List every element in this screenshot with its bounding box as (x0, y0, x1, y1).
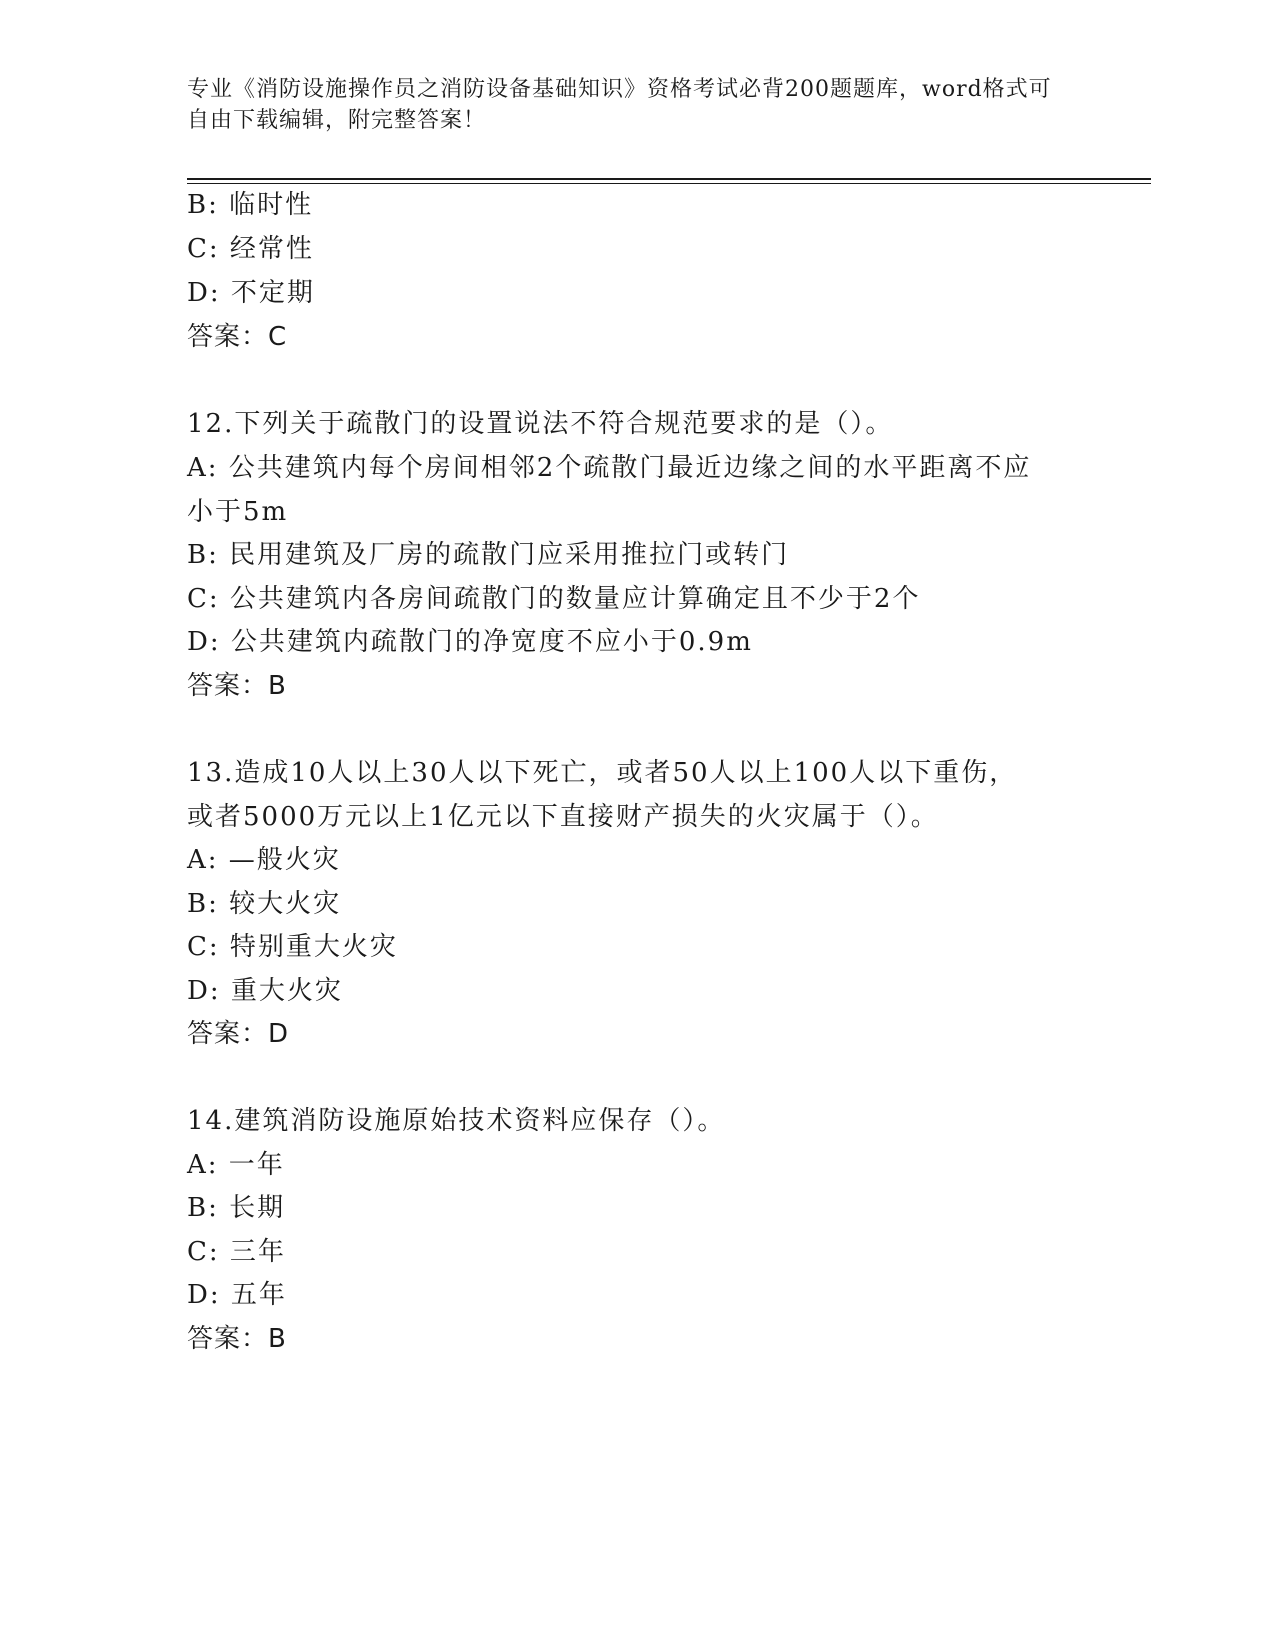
document-header: 专业《消防设施操作员之消防设备基础知识》资格考试必背200题题库，word格式可自由下载编辑，附完整答案！ (187, 77, 1052, 133)
q13-option-c: C: 特别重大火灾 (187, 932, 398, 962)
q14-option-b: B: 长期 (187, 1193, 286, 1223)
q13-question-line1: 13.造成10人以上30人以下死亡，或者50人以上100人以下重伤， (187, 758, 1018, 788)
q11-option-c: C: 经常性 (187, 234, 314, 264)
q12-answer: 答案：B (187, 671, 287, 701)
q12-option-a-line1: A: 公共建筑内每个房间相邻2个疏散门最近边缘之间的水平距离不应 (187, 453, 1032, 483)
q13-option-a: A: —般火灾 (187, 845, 341, 875)
q14-question: 14.建筑消防设施原始技术资料应保存（）。 (187, 1106, 726, 1136)
q11-answer: 答案：C (187, 322, 288, 352)
header-divider (187, 178, 1151, 180)
q12-option-a-line2: 小于5m (187, 497, 289, 527)
q13-question-line2: 或者5000万元以上1亿元以下直接财产损失的火灾属于（）。 (187, 802, 939, 832)
q13-option-d: D: 重大火灾 (187, 976, 343, 1006)
q12-option-d: D: 公共建筑内疏散门的净宽度不应小于0.9m (187, 627, 753, 657)
q11-option-b: B: 临时性 (187, 190, 314, 220)
q12-question: 12.下列关于疏散门的设置说法不符合规范要求的是（）。 (187, 409, 894, 439)
q13-option-b: B: 较大火灾 (187, 889, 342, 919)
q13-answer: 答案：D (187, 1019, 290, 1049)
q14-option-c: C: 三年 (187, 1237, 286, 1267)
q12-option-b: B: 民用建筑及厂房的疏散门应采用推拉门或转门 (187, 540, 790, 570)
q12-option-c: C: 公共建筑内各房间疏散门的数量应计算确定且不少于2个 (187, 584, 921, 614)
header-divider-thin (187, 183, 1151, 184)
q14-answer: 答案：B (187, 1324, 287, 1354)
q14-option-d: D: 五年 (187, 1280, 287, 1310)
q14-option-a: A: 一年 (187, 1150, 285, 1180)
q11-option-d: D: 不定期 (187, 278, 315, 308)
